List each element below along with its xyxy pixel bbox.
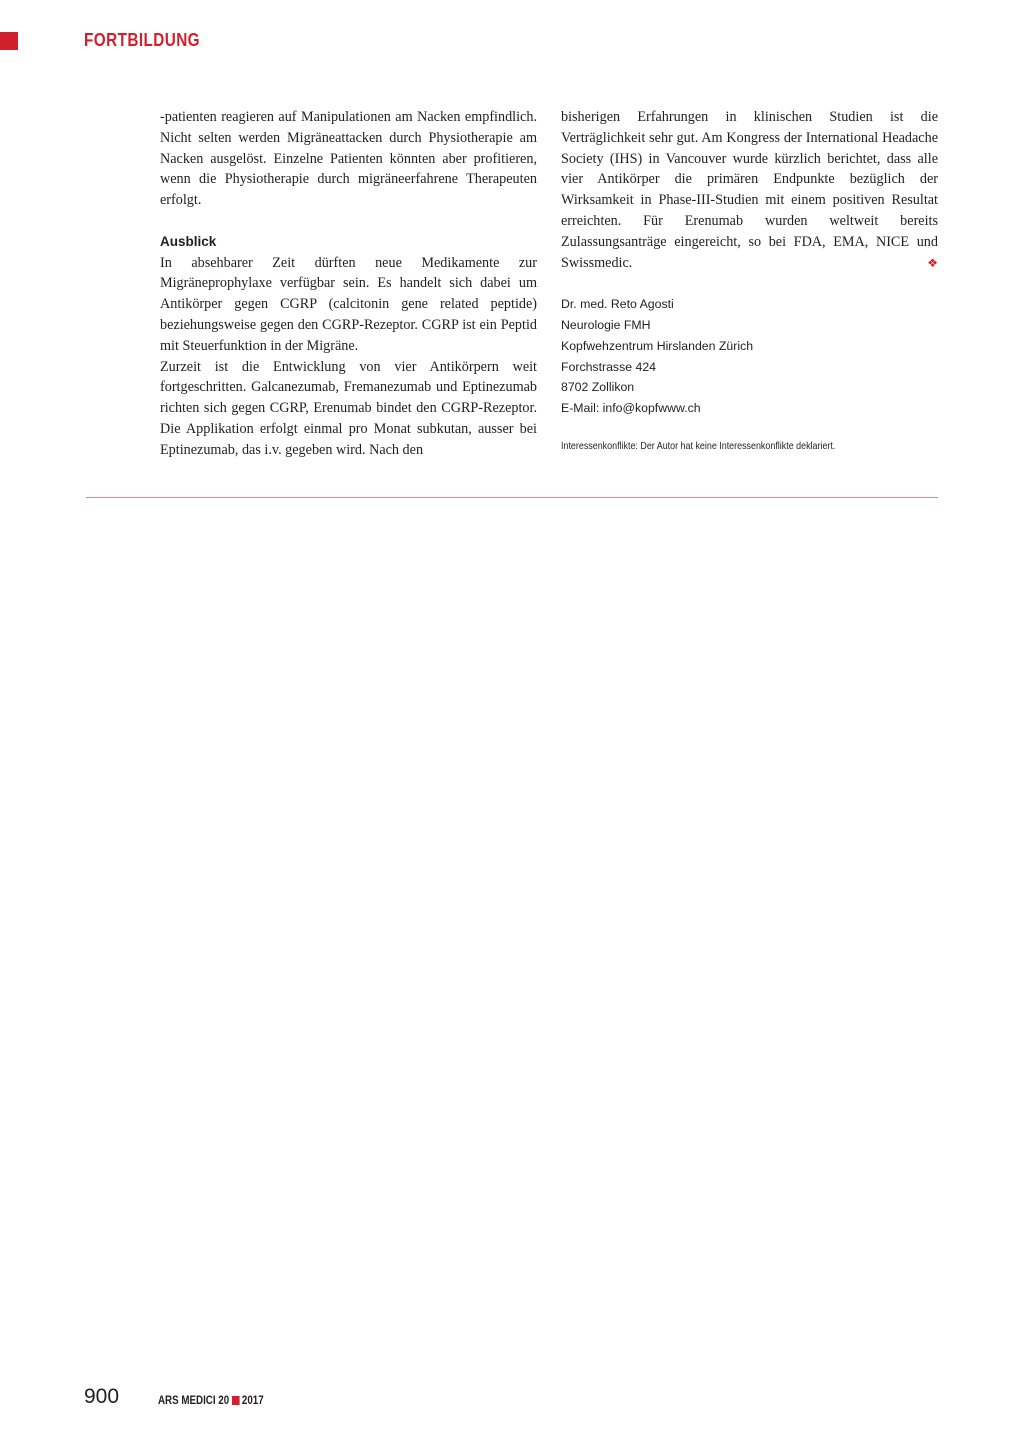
author-name: Dr. med. Reto Agosti <box>561 297 674 312</box>
author-street: Forchstrasse 424 <box>561 359 657 374</box>
journal-footer <box>158 1395 264 1407</box>
body-paragraph: Zurzeit ist die Entwicklung von vier Antikörpern weit fortgeschritten. Galcanezumab, Fremanezumab und Eptinezumab richten sich gegen CGRP, Erenumab bindet den CGRP-Rezeptor. Die Applikation erfolgt einmal pro Monat subkutan, ausser bei Eptinezumab, das i.v. gegeben wird. Nach den <box>160 358 537 458</box>
body-paragraph <box>561 107 938 273</box>
end-of-article-icon: ❖ <box>927 255 938 270</box>
section-title: FORTBILDUNG <box>84 30 201 50</box>
body-text: bisherigen Erfahrungen in klinischen Studien ist die Verträglichkeit sehr gut. Am Kongress der International Headache Society (IHS) in Vancouver wurde kürzlich berichtet, dass alle vier Antikörper die primären Endpunkte bezüglich der Wirksamkeit in Phase-III-Studien mit einem positiven Resultat erreichten. Für Erenumab wurden weltweit bereits Zulassungsanträge eingereicht, so bei FDA, EMA, NICE und Swissmedic. <box>561 109 938 271</box>
author-title: Neurologie FMH <box>561 317 651 332</box>
author-city: 8702 Zollikon <box>561 380 635 395</box>
left-column <box>160 107 537 461</box>
journal-year: 2017 <box>241 1395 264 1407</box>
body-paragraph: In absehbarer Zeit dürften neue Medikamente zur Migräneprophylaxe verfügbar sein. Es handelt sich dabei um Antikörper gegen CGRP (calcitonin gene related peptide) beziehungsweise gegen den CGRP-Rezeptor. CGRP ist ein Peptid mit Steuerfunktion in der Migräne. <box>160 254 537 354</box>
journal-name: ARS MEDICI 20 <box>158 1395 230 1407</box>
right-column <box>561 107 938 453</box>
conflict-of-interest-note: Interessenkonflikte: Der Autor hat keine Interessenkonflikte deklariert. <box>561 439 836 452</box>
section-marker <box>0 32 18 50</box>
author-address <box>561 294 938 419</box>
section-heading: Ausblick <box>160 233 217 249</box>
body-paragraph: -patienten reagieren auf Manipulationen am Nacken empfindlich. Nicht selten werden Migräneattacken durch Physiotherapie am Nacken ausgelöst. Einzelne Patienten könnten aber profitieren, wenn die Physiotherapie durch migräneerfahrene Therapeuten erfolgt. <box>160 109 537 209</box>
divider-rule <box>86 497 938 498</box>
author-institution: Kopfwehzentrum Hirslanden Zürich <box>561 338 754 353</box>
footer-square-icon <box>232 1396 240 1405</box>
author-email: E-Mail: info@kopfwww.ch <box>561 401 701 416</box>
page-number: 900 <box>84 1385 120 1408</box>
